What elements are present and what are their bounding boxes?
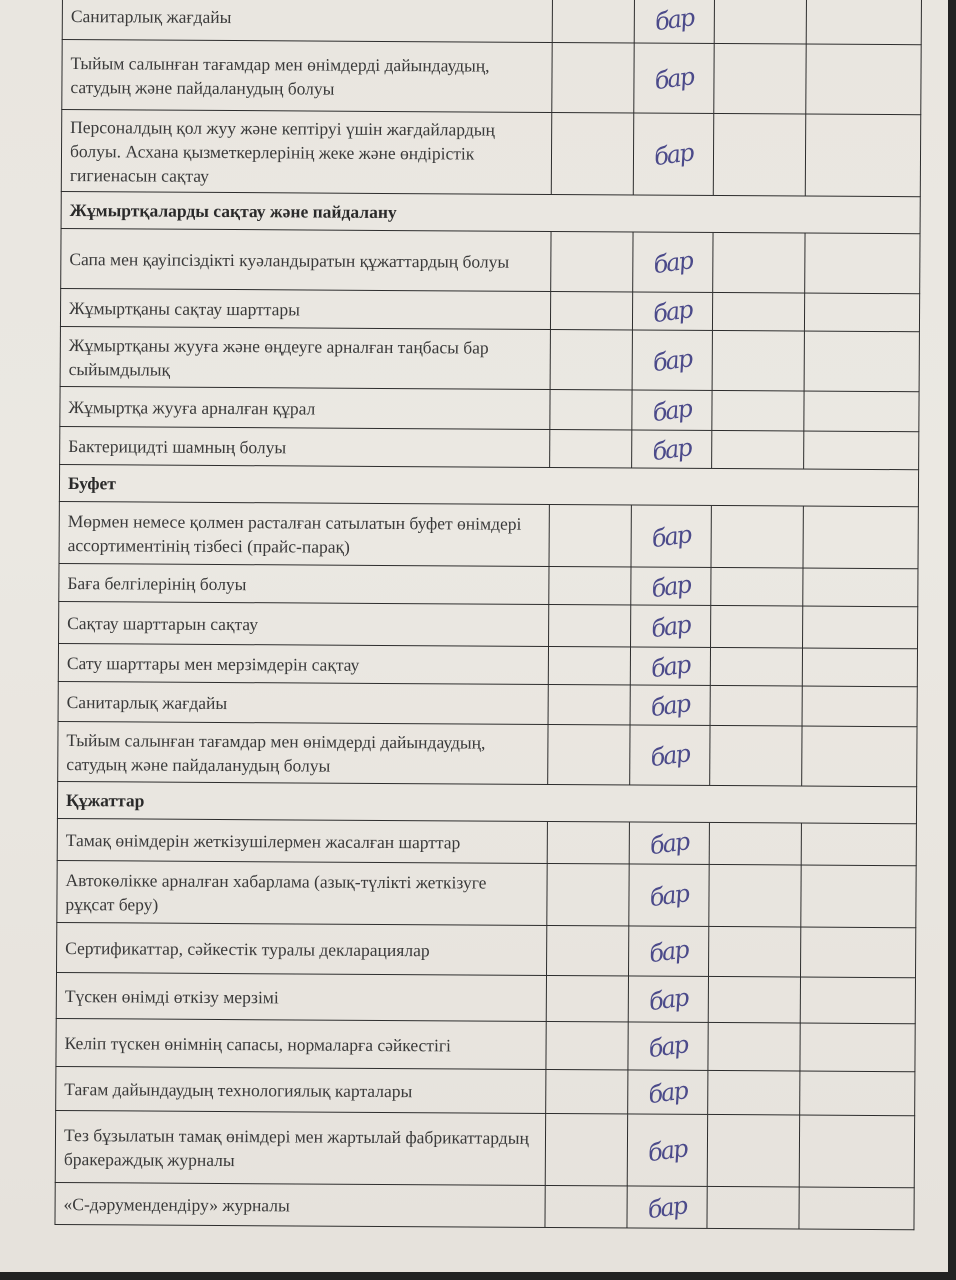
- criterion-text: Сату шарттары мен мерзімдерін сақтау: [59, 644, 549, 684]
- table-row: [58, 644, 918, 687]
- handwritten-mark: бар: [646, 1190, 688, 1224]
- handwritten-mark: бар: [647, 1029, 689, 1063]
- handwritten-mark: бар: [653, 2, 696, 36]
- table-row: [59, 502, 919, 569]
- criterion-text: Жұмыртқаны сақтау шарттары: [61, 289, 551, 329]
- mark-cell: [635, 0, 715, 43]
- handwritten-mark: бар: [648, 738, 691, 772]
- table-row: [57, 819, 917, 866]
- criterion-text: Санитарлық жағдайы: [63, 0, 553, 42]
- mark-cell: [629, 976, 709, 1021]
- empty-cell: [804, 392, 918, 432]
- empty-cell: [711, 648, 803, 686]
- criterion-text: Жұмыртқа жууға арналған құрал: [60, 387, 550, 429]
- empty-cell: [807, 0, 921, 44]
- mark-cell: [632, 505, 712, 566]
- table-row: [58, 564, 918, 607]
- criterion-text: Сақтау шарттарын сақтау: [59, 602, 549, 646]
- table-row: [59, 387, 919, 432]
- empty-cell: [549, 647, 631, 685]
- handwritten-mark: бар: [648, 826, 691, 860]
- table-row: [61, 110, 921, 197]
- empty-cell: [806, 115, 920, 197]
- mark-cell: [632, 430, 712, 467]
- empty-cell: [710, 823, 802, 865]
- empty-cell: [712, 391, 804, 431]
- empty-cell: [708, 1071, 800, 1115]
- empty-cell: [803, 607, 917, 649]
- mark-cell: [633, 292, 713, 329]
- empty-cell: [805, 332, 919, 392]
- mark-cell: [633, 232, 713, 291]
- empty-cell: [711, 568, 803, 606]
- table-row: [60, 327, 920, 392]
- empty-cell: [709, 977, 801, 1023]
- mark-cell: [634, 43, 714, 112]
- empty-cell: [805, 294, 919, 332]
- empty-cell: [551, 232, 633, 291]
- empty-cell: [545, 1186, 627, 1228]
- page-edge-bottom: [0, 1272, 956, 1280]
- criterion-text: Түскен өнімді өткізу мерзімі: [57, 973, 547, 1021]
- mark-cell: [631, 605, 711, 646]
- empty-cell: [549, 685, 631, 725]
- handwritten-mark: бар: [650, 519, 693, 553]
- criterion-text: Жұмыртқаны жууға және өңдеуге арналған таңбасы бар сыйымдылық: [61, 327, 551, 389]
- page-edge: [948, 0, 956, 1280]
- criterion-text: Санитарлық жағдайы: [59, 682, 549, 724]
- empty-cell: [714, 114, 806, 196]
- empty-cell: [802, 727, 916, 787]
- criterion-text: Автокөлікке арналған хабарлама (азық-түлікті жеткізуге рұқсат беру): [57, 861, 547, 925]
- handwritten-mark: бар: [647, 934, 690, 968]
- empty-cell: [801, 866, 915, 928]
- empty-cell: [800, 1116, 914, 1188]
- empty-cell: [800, 1072, 914, 1116]
- empty-cell: [546, 1114, 628, 1185]
- mark-cell: [630, 725, 710, 784]
- criterion-text: Тамақ өнімдерін жеткізушілермен жасалған шарттар: [58, 819, 548, 863]
- mark-cell: [629, 926, 709, 975]
- empty-cell: [803, 687, 917, 727]
- section-heading: Буфет: [59, 465, 919, 507]
- mark-cell: [628, 1114, 708, 1185]
- empty-cell: [804, 432, 918, 470]
- criterion-text: Сапа мен қауіпсіздікті куәландыратын құжаттардың болуы: [61, 229, 551, 291]
- handwritten-mark: бар: [649, 609, 692, 643]
- empty-cell: [707, 1187, 799, 1229]
- checklist-table: [54, 0, 922, 1230]
- empty-cell: [800, 1024, 914, 1072]
- mark-cell: [631, 685, 711, 724]
- criterion-text: Сертификаттар, сәйкестік туралы декларациялар: [57, 923, 547, 975]
- mark-cell: [629, 864, 709, 925]
- handwritten-mark: бар: [646, 1075, 689, 1109]
- mark-cell: [628, 1022, 708, 1069]
- empty-cell: [712, 431, 804, 469]
- section-heading: Жұмыртқаларды сақтау және пайдалану: [61, 192, 921, 234]
- empty-cell: [550, 505, 632, 566]
- empty-cell: [708, 1023, 800, 1071]
- handwritten-mark: бар: [647, 982, 690, 1016]
- empty-cell: [547, 976, 629, 1022]
- empty-cell: [547, 864, 629, 925]
- mark-cell: [628, 1070, 708, 1113]
- empty-cell: [711, 606, 803, 648]
- handwritten-mark: бар: [653, 61, 695, 95]
- table-row: [62, 0, 922, 45]
- criterion-text: Тыйым салынған тағамдар мен өнімдерді дайындаудың, сатудың және пайдаланудың болуы: [62, 40, 552, 112]
- table-row: [54, 1183, 914, 1230]
- handwritten-mark: бар: [652, 137, 695, 171]
- criterion-text: Келіп түскен өнімнің сапасы, нормаларға сәйкестігі: [56, 1019, 546, 1069]
- empty-cell: [806, 45, 920, 115]
- handwritten-mark: бар: [648, 878, 690, 912]
- handwritten-mark: бар: [651, 393, 693, 427]
- empty-cell: [548, 822, 630, 864]
- section-heading: Құжаттар: [57, 782, 917, 824]
- mark-cell: [630, 822, 710, 863]
- criterion-text: Бактерицидті шамның болуы: [60, 427, 550, 467]
- table-row: [58, 602, 918, 649]
- empty-cell: [709, 865, 801, 927]
- empty-cell: [801, 928, 915, 978]
- handwritten-mark: бар: [651, 294, 694, 328]
- handwritten-mark: бар: [651, 245, 694, 279]
- table-row: [61, 40, 921, 115]
- mark-cell: [633, 330, 713, 389]
- table-row: [56, 923, 916, 978]
- empty-cell: [803, 507, 917, 569]
- table-row: [56, 973, 916, 1024]
- table-row: [55, 1111, 915, 1188]
- empty-cell: [803, 649, 917, 687]
- empty-cell: [715, 0, 807, 44]
- empty-cell: [709, 927, 801, 977]
- mark-cell: [634, 113, 714, 194]
- empty-cell: [801, 978, 915, 1024]
- mark-cell: [627, 1186, 707, 1227]
- criterion-text: Персоналдың қол жуу және кептіруі үшін жағдайлардың болуы. Асхана қызметкерлерінің жеке және өндірістік гигиенасын сақтау: [62, 110, 552, 194]
- empty-cell: [550, 390, 632, 430]
- criterion-text: Тез бұзылатын тамақ өнімдері мен жартылай фабрикаттардың бракераждық журналы: [56, 1111, 546, 1185]
- empty-cell: [713, 233, 805, 293]
- table-row: [59, 427, 919, 470]
- empty-cell: [548, 725, 630, 784]
- handwritten-mark: бар: [649, 688, 692, 722]
- empty-cell: [710, 726, 802, 786]
- criterion-text: Тағам дайындаудың технологиялық карталары: [56, 1067, 546, 1113]
- empty-cell: [708, 1115, 800, 1187]
- empty-cell: [549, 605, 631, 647]
- criterion-text: Баға белгілерінің болуы: [59, 564, 549, 604]
- table-row: [55, 1067, 915, 1116]
- criterion-text: Мөрмен немесе қолмен расталған сатылатын буфет өнімдері ассортиментінің тізбесі (прайс-парақ): [60, 502, 550, 566]
- mark-cell: [631, 647, 711, 684]
- table-row: [60, 289, 920, 332]
- empty-cell: [553, 0, 635, 42]
- handwritten-mark: бар: [649, 649, 692, 683]
- empty-cell: [711, 506, 803, 568]
- empty-cell: [551, 292, 633, 330]
- mark-cell: [632, 390, 712, 429]
- empty-cell: [549, 567, 631, 605]
- empty-cell: [546, 1070, 628, 1114]
- handwritten-mark: бар: [646, 1133, 689, 1167]
- empty-cell: [711, 686, 803, 726]
- table-row: [57, 722, 917, 787]
- handwritten-mark: бар: [650, 432, 693, 466]
- empty-cell: [546, 1022, 628, 1070]
- empty-cell: [713, 331, 805, 391]
- handwritten-mark: бар: [651, 343, 694, 377]
- empty-cell: [547, 926, 629, 976]
- criterion-text: Тыйым салынған тағамдар мен өнімдерді дайындаудың, сатудың және пайдаланудың болуы: [58, 722, 548, 784]
- empty-cell: [551, 330, 633, 389]
- table-row: [56, 861, 916, 928]
- empty-cell: [803, 569, 917, 607]
- empty-cell: [805, 234, 919, 294]
- mark-cell: [631, 567, 711, 604]
- table-row: [58, 682, 918, 727]
- handwritten-mark: бар: [650, 569, 692, 603]
- criterion-text: «С-дәрумендендіру» журналы: [55, 1183, 545, 1227]
- empty-cell: [802, 824, 916, 866]
- empty-cell: [550, 430, 632, 468]
- table-row: [60, 229, 920, 294]
- empty-cell: [714, 44, 806, 114]
- empty-cell: [713, 293, 805, 331]
- empty-cell: [552, 43, 634, 112]
- empty-cell: [552, 113, 634, 194]
- table-row: [55, 1019, 915, 1072]
- empty-cell: [799, 1188, 913, 1230]
